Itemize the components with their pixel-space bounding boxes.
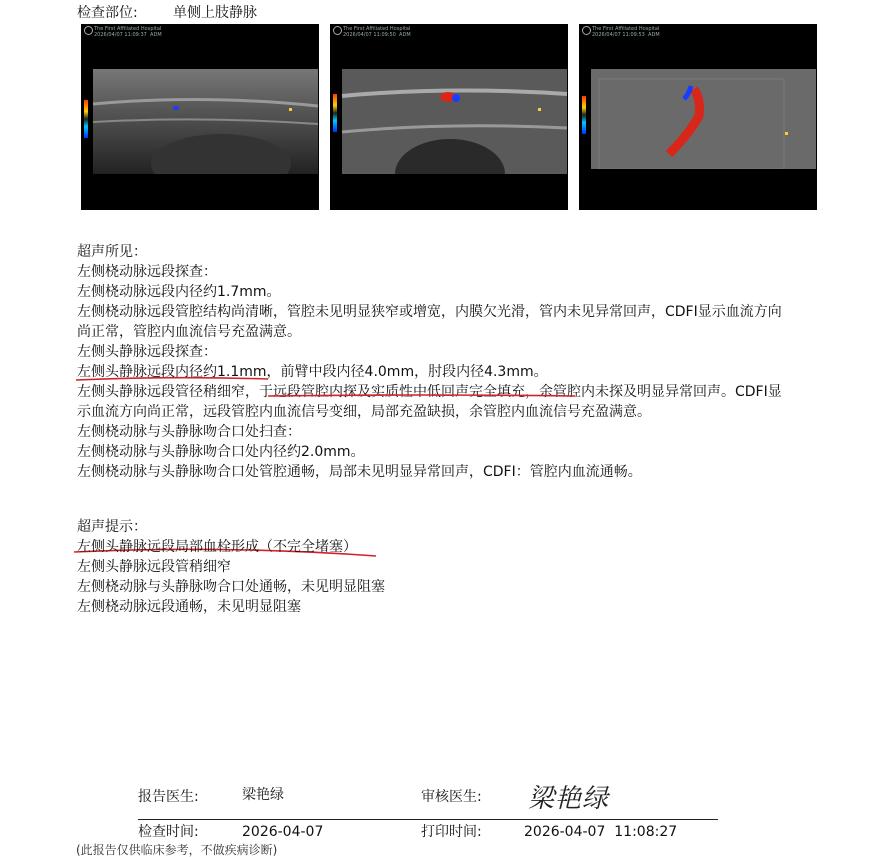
findings-line: 左侧桡动脉远段探查： [77, 264, 217, 280]
exam-time-value: 2026-04-07 [242, 824, 324, 840]
footer-divider [138, 819, 718, 820]
impression-line: 左侧桡动脉与头静脉吻合口处通畅，未见明显阻塞 [77, 579, 385, 595]
impression-title: 超声提示： [77, 519, 147, 535]
underline-mark [268, 395, 575, 396]
underline-mark [76, 378, 268, 380]
image-header: The First Affiliated Hospital 2026/04/07 11:09:50 ADM [343, 26, 411, 38]
print-time-value: 2026-04-07 11:08:27 [524, 824, 678, 840]
findings-line: 左侧头静脉远段内径约1.1mm，前臂中段内径4.0mm，肘段内径4.3mm。 [77, 364, 548, 380]
exam-time-label: 检查时间: [138, 824, 199, 840]
impression-line: 左侧头静脉远段管稍细窄 [77, 559, 231, 575]
findings-line: 尚正常，管腔内血流信号充盈满意。 [77, 324, 301, 340]
review-doctor-label: 审核医生: [421, 789, 482, 805]
findings-line: 左侧桡动脉远段管腔结构尚清晰，管腔未见明显狭窄或增宽，内膜欠光滑，管内未见异常回声，CDFI显示血流方向 [77, 304, 782, 320]
image-header: The First Affiliated Hospital 2026/04/07 11:09:53 ADM [592, 26, 660, 38]
image-header: The First Affiliated Hospital 2026/04/07 11:09:37 ADM [94, 26, 162, 38]
impression-line: 左侧桡动脉远段通畅，未见明显阻塞 [77, 599, 301, 615]
findings-line: 示血流方向尚正常，远段管腔内血流信号变细，局部充盈缺损，余管腔内血流信号充盈满意。 [77, 404, 651, 420]
review-doctor-signature: 梁艳绿 [528, 784, 610, 814]
findings-line: 左侧桡动脉远段内径约1.7mm。 [77, 284, 281, 300]
findings-line: 左侧桡动脉与头静脉吻合口处管腔通畅，局部未见明显异常回声，CDFI：管腔内血流通畅。 [77, 464, 642, 480]
impression-line: 左侧头静脉远段局部血栓形成（不完全堵塞） [77, 539, 357, 555]
findings-title: 超声所见： [77, 244, 147, 260]
report-doctor-label: 报告医生: [138, 789, 199, 805]
exam-site-value: 单侧上肢静脉 [173, 5, 257, 21]
exam-site-label: 检查部位: [77, 5, 138, 21]
report-doctor-name: 梁艳绿 [242, 787, 284, 803]
findings-line: 左侧头静脉远段探查： [77, 344, 217, 360]
disclaimer-note: (此报告仅供临床参考，不做疾病诊断) [76, 843, 278, 857]
findings-line: 左侧桡动脉与头静脉吻合口处内径约2.0mm。 [77, 444, 365, 460]
print-time-label: 打印时间: [421, 824, 482, 840]
findings-line: 左侧桡动脉与头静脉吻合口处扫查： [77, 424, 301, 440]
findings-line: 左侧头静脉远段管径稍细窄，于远段管腔内探及实质性中低回声完全填充，余管腔内未探及明显异常回声。CDFI显 [77, 384, 782, 400]
